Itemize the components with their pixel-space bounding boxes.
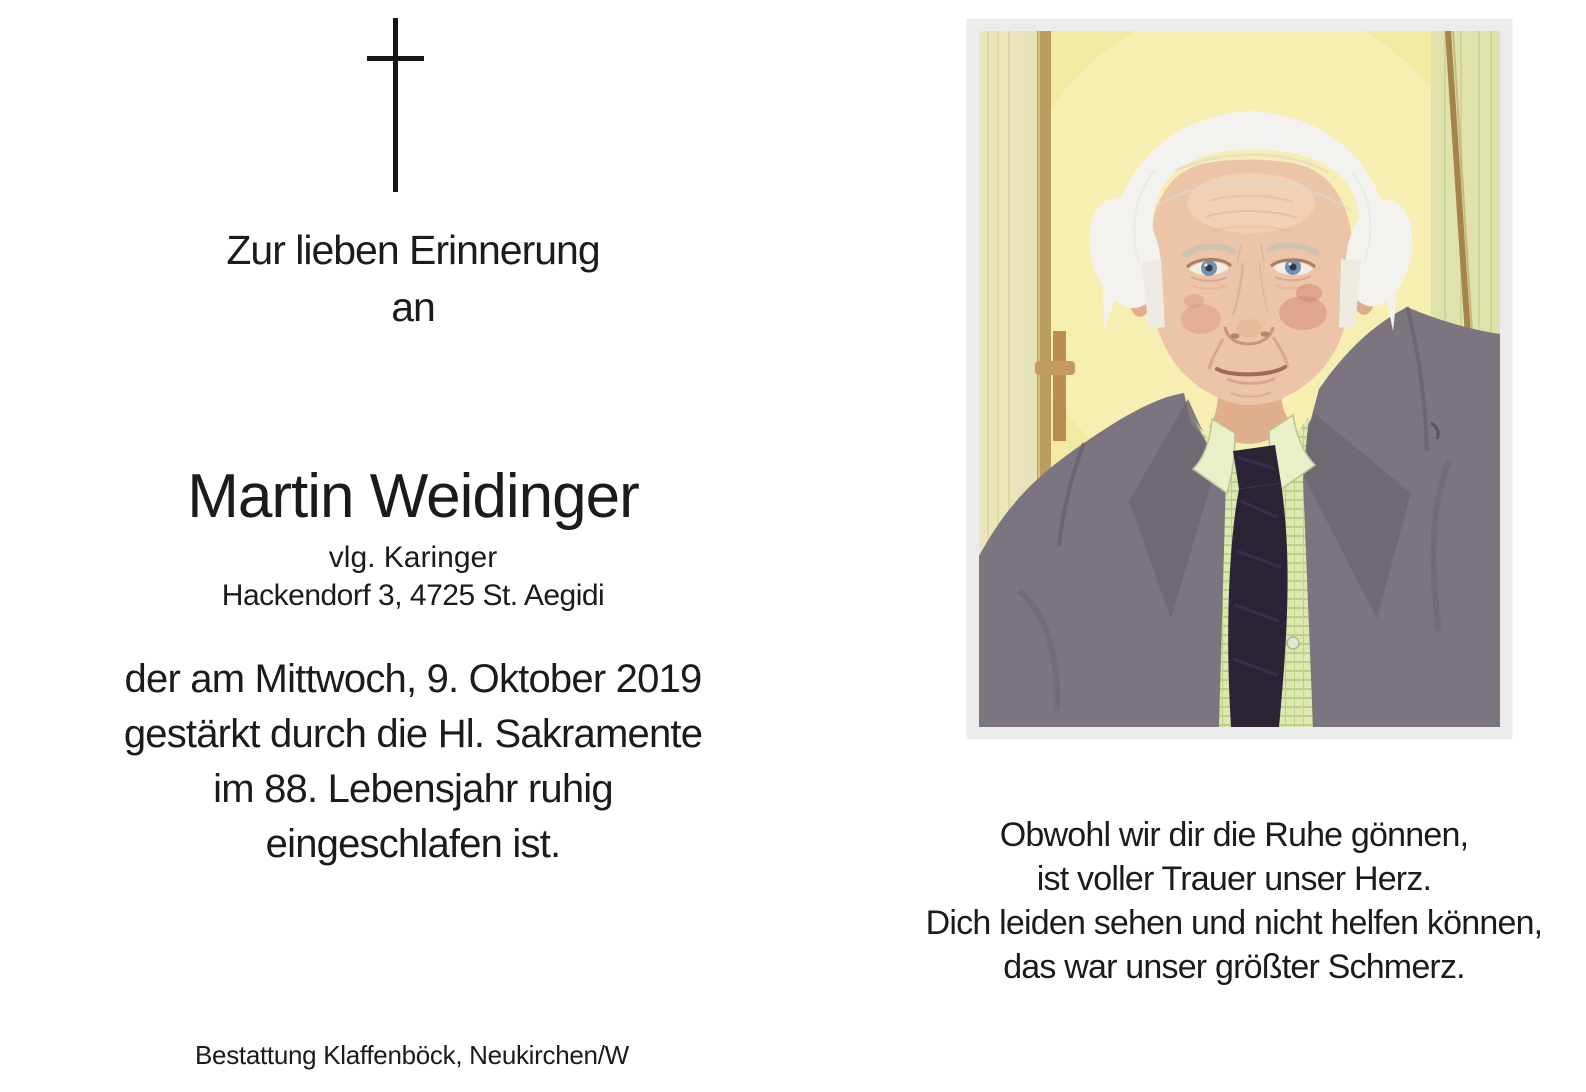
- deceased-house-name: vlg. Karinger: [328, 541, 498, 574]
- heading-line-1: Zur lieben Erinnerung: [226, 227, 600, 273]
- poem-line: das war unser größter Schmerz.: [1003, 948, 1465, 986]
- cross-icon: [367, 16, 424, 196]
- condolence-poem: [886, 813, 1582, 989]
- memorial-heading: [63, 222, 763, 336]
- deceased-name: Martin Weidinger: [187, 462, 639, 531]
- poem-line: Obwohl wir dir die Ruhe gönnen,: [999, 816, 1469, 854]
- cross-horizontal-bar: [367, 56, 424, 61]
- death-notice-line: im 88. Lebensjahr ruhig: [213, 767, 613, 811]
- funeral-home-line: Bestattung Klaffenböck, Neukirchen/W: [195, 1040, 629, 1070]
- death-notice-line: eingeschlafen ist.: [265, 822, 561, 866]
- deceased-address: Hackendorf 3, 4725 St. Aegidi: [221, 579, 605, 612]
- poem-line: ist voller Trauer unser Herz.: [1036, 860, 1432, 898]
- death-notice: [63, 652, 763, 872]
- death-notice-line: der am Mittwoch, 9. Oktober 2019: [124, 657, 702, 701]
- cross-vertical-bar: [393, 18, 398, 192]
- heading-line-2: an: [391, 284, 435, 330]
- poem-line: Dich leiden sehen und nicht helfen können,: [925, 904, 1543, 942]
- portrait-photo: [967, 19, 1512, 739]
- portrait-illustration: [979, 31, 1500, 727]
- death-notice-line: gestärkt durch die Hl. Sakramente: [123, 712, 703, 756]
- shirt-button: [1287, 637, 1299, 649]
